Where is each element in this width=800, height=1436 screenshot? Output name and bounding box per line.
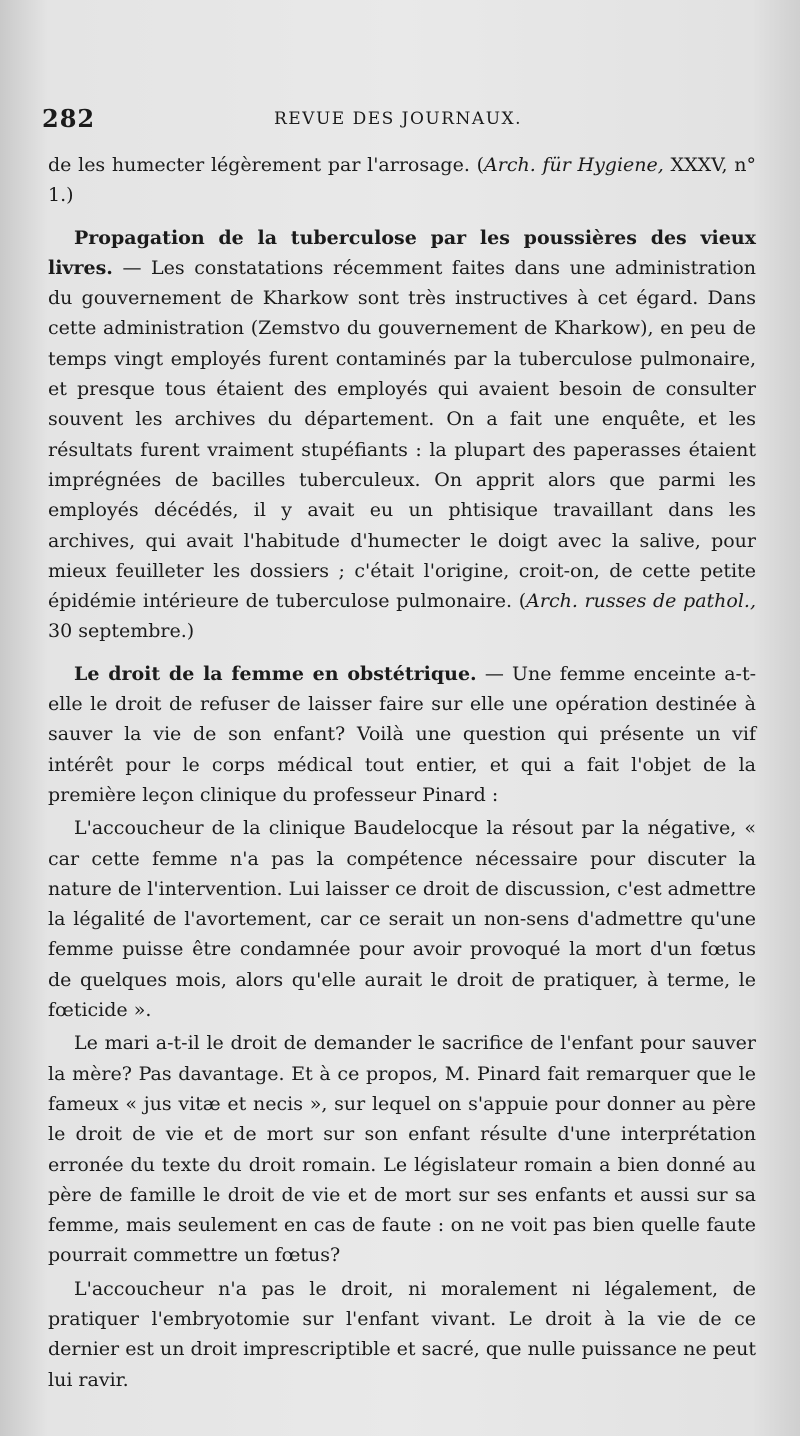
paragraph-text: de les humecter légèrement par l'arrosage. ( xyxy=(48,154,485,176)
article-title: Propagation de la tuberculose par les poussières des vieux livres. xyxy=(48,226,756,279)
paragraph-text: — Les constatations récemment faites dans une administration du gouvernement de Kharkow sont très instructives à cet égard. Dans cette administration (Zemstvo du gouvernement de Kharkow), en peu de temps vingt employés furent contaminés par la tuberculose pulmonaire, et presque tous étaient des employés qui avaient besoin de consulter souvent les archives du département. On a fait une enquête, et les résultats furent vraiment stupéfiants : la plupart des paperasses étaient imprégnées de bacilles tuberculeux. On apprit alors que parmi les employés décédés, il y avait eu un phtisique travaillant dans les archives, qui avait l'habitude d'humecter le doigt avec la salive, pour mieux feuilleter les dossiers ; c'était l'origine, croit-on, de cette petite épidémie intérieure de tuberculose pulmonaire. ( xyxy=(48,256,756,613)
paragraph-text: — Une femme enceinte a-t-elle le droit de refuser de laisser faire sur elle une opération destinée à sauver la vie de son enfant? Voilà une question qui présente un vif intérêt pour le corps médical tout entier, et qui a fait l'objet de la première leçon clinique du professeur Pinard : xyxy=(48,662,757,806)
page-number: 282 xyxy=(42,104,96,133)
citation-tail: XXXV, n° 1.) xyxy=(48,154,757,207)
paragraph: L'accoucheur n'a pas le droit, ni moralement ni légalement, de pratiquer l'embryotomie sur l'enfant vivant. Le droit à la vie de ce dernier est un droit imprescriptible et sacré, que nulle puissance ne peut lui ravir. xyxy=(48,1277,756,1391)
paragraph: Le mari a-t-il le droit de demander le sacrifice de l'enfant pour sauver la mère? Pas davantage. Et à ce propos, M. Pinard fait remarquer que le fameux « jus vitæ et necis », sur lequel on s'appuie pour donner au père le droit de vie et de mort sur son enfant résulte d'une interprétation erronée du texte du droit romain. Le législateur romain a bien donné au père de famille le droit de vie et de mort sur ses enfants et aussi sur sa femme, mais seulement en cas de faute : on ne voit pas bien quelle faute pourrait commettre un fœtus? xyxy=(48,1032,756,1267)
paragraph-continuation xyxy=(48,150,756,211)
citation-tail: 30 septembre.) xyxy=(48,620,195,643)
article-droit-femme xyxy=(48,659,756,810)
running-title: REVUE DES JOURNAUX. xyxy=(273,109,523,129)
article-tuberculose xyxy=(48,223,756,647)
paragraph: L'accoucheur de la clinique Baudelocque la résout par la négative, « car cette femme n'a pas la compétence nécessaire pour discuter la nature de l'intervention. Lui laisser ce droit de discussion, c'est admettre la légalité de l'avortement, car ce serait un non-sens d'admettre qu'une femme puisse être condamnée pour avoir provoqué la mort d'un fœtus de quelques mois, alors qu'elle aurait le droit de pratiquer, à terme, le fœticide ». xyxy=(48,817,756,1022)
citation: Arch. für Hygiene, xyxy=(484,154,664,176)
page-header xyxy=(42,104,754,134)
citation: Arch. russes de pathol., xyxy=(526,590,756,613)
article-title: Le droit de la femme en obstétrique. xyxy=(74,662,477,685)
article-body xyxy=(48,150,756,1395)
